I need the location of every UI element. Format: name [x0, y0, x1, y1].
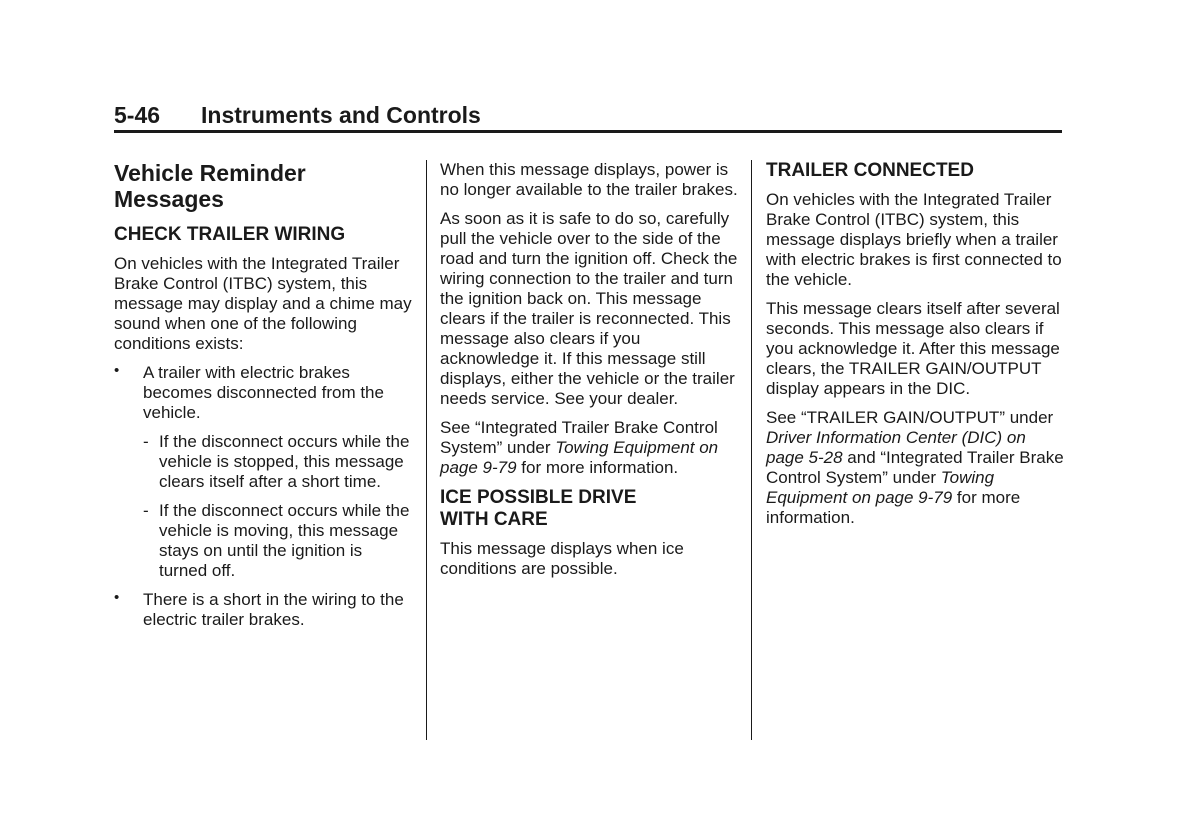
page-number: 5-46 [114, 102, 161, 128]
page-header [114, 100, 1062, 133]
column-right [766, 160, 1066, 537]
message-heading-ice-possible [440, 487, 740, 531]
heading-line: ICE POSSIBLE DRIVE [440, 487, 637, 508]
paragraph-reference [766, 408, 1066, 528]
text-run: See “TRAILER GAIN/OUTPUT” under [766, 408, 1054, 427]
sub-list-item-text: If the disconnect occurs while the vehicle is moving, this message stays on until the ignition is turned off. [159, 501, 410, 580]
sub-list-item [114, 432, 414, 492]
cross-reference-link: Driver Information Center (DIC) on page 5-28 [766, 428, 1026, 467]
list-item-text: There is a short in the wiring to the electric trailer brakes. [143, 590, 404, 629]
section-title: Vehicle Reminder Messages [114, 160, 306, 212]
list-item [114, 363, 414, 423]
paragraph: On vehicles with the Integrated Trailer Brake Control (ITBC) system, this message displays briefly when a trailer with electric brakes is first connected to the vehicle. [766, 190, 1062, 289]
paragraph: This message clears itself after several seconds. This message also clears if you acknowledge it. After this message clears, the TRAILER GAIN/OUTPUT display appears in the DIC. [766, 299, 1060, 398]
paragraph: On vehicles with the Integrated Trailer Brake Control (ITBC) system, this message may display and a chime may sound when one of the following conditions exists: [114, 254, 412, 353]
chapter-title: Instruments and Controls [201, 102, 481, 128]
cross-reference-link: Towing Equipment on page 9-79 [440, 438, 719, 477]
sub-list-item [114, 501, 414, 581]
bullet-icon: • [114, 589, 120, 606]
list-item [114, 590, 414, 630]
dash-icon: - [143, 501, 149, 520]
text-run: and “Integrated Trailer Brake Control System” under [766, 448, 1064, 487]
text-run: for more information. [516, 458, 679, 477]
dash-icon: - [143, 432, 149, 451]
cross-reference-link: Towing Equipment on page 9-79 [766, 468, 995, 507]
list-item-text: A trailer with electric brakes becomes disconnected from the vehicle. [143, 363, 384, 422]
paragraph: This message displays when ice conditions are possible. [440, 539, 684, 578]
text-run: See “Integrated Trailer Brake Control System” under [440, 418, 718, 457]
column-divider [751, 160, 752, 740]
text-run: for more information. [766, 488, 1021, 527]
column-middle [440, 160, 740, 588]
paragraph: As soon as it is safe to do so, carefully pull the vehicle over to the side of the road and turn the ignition off. Check the wiring connection to the trailer and turn the ignition back on. This message clears if the trailer is reconnected. This message also clears if you acknowledge it. If this message still displays, either the vehicle or the trailer needs service. See your dealer. [440, 209, 738, 408]
column-left [114, 160, 414, 639]
column-divider [426, 160, 427, 740]
paragraph-reference [440, 418, 740, 478]
message-heading-check-trailer-wiring: CHECK TRAILER WIRING [114, 224, 346, 245]
paragraph: When this message displays, power is no longer available to the trailer brakes. [440, 160, 738, 199]
sub-list-item-text: If the disconnect occurs while the vehicle is stopped, this message clears itself after a short time. [159, 432, 410, 491]
heading-line: WITH CARE [440, 509, 548, 530]
bullet-icon: • [114, 362, 120, 379]
message-heading-trailer-connected: TRAILER CONNECTED [766, 160, 974, 181]
